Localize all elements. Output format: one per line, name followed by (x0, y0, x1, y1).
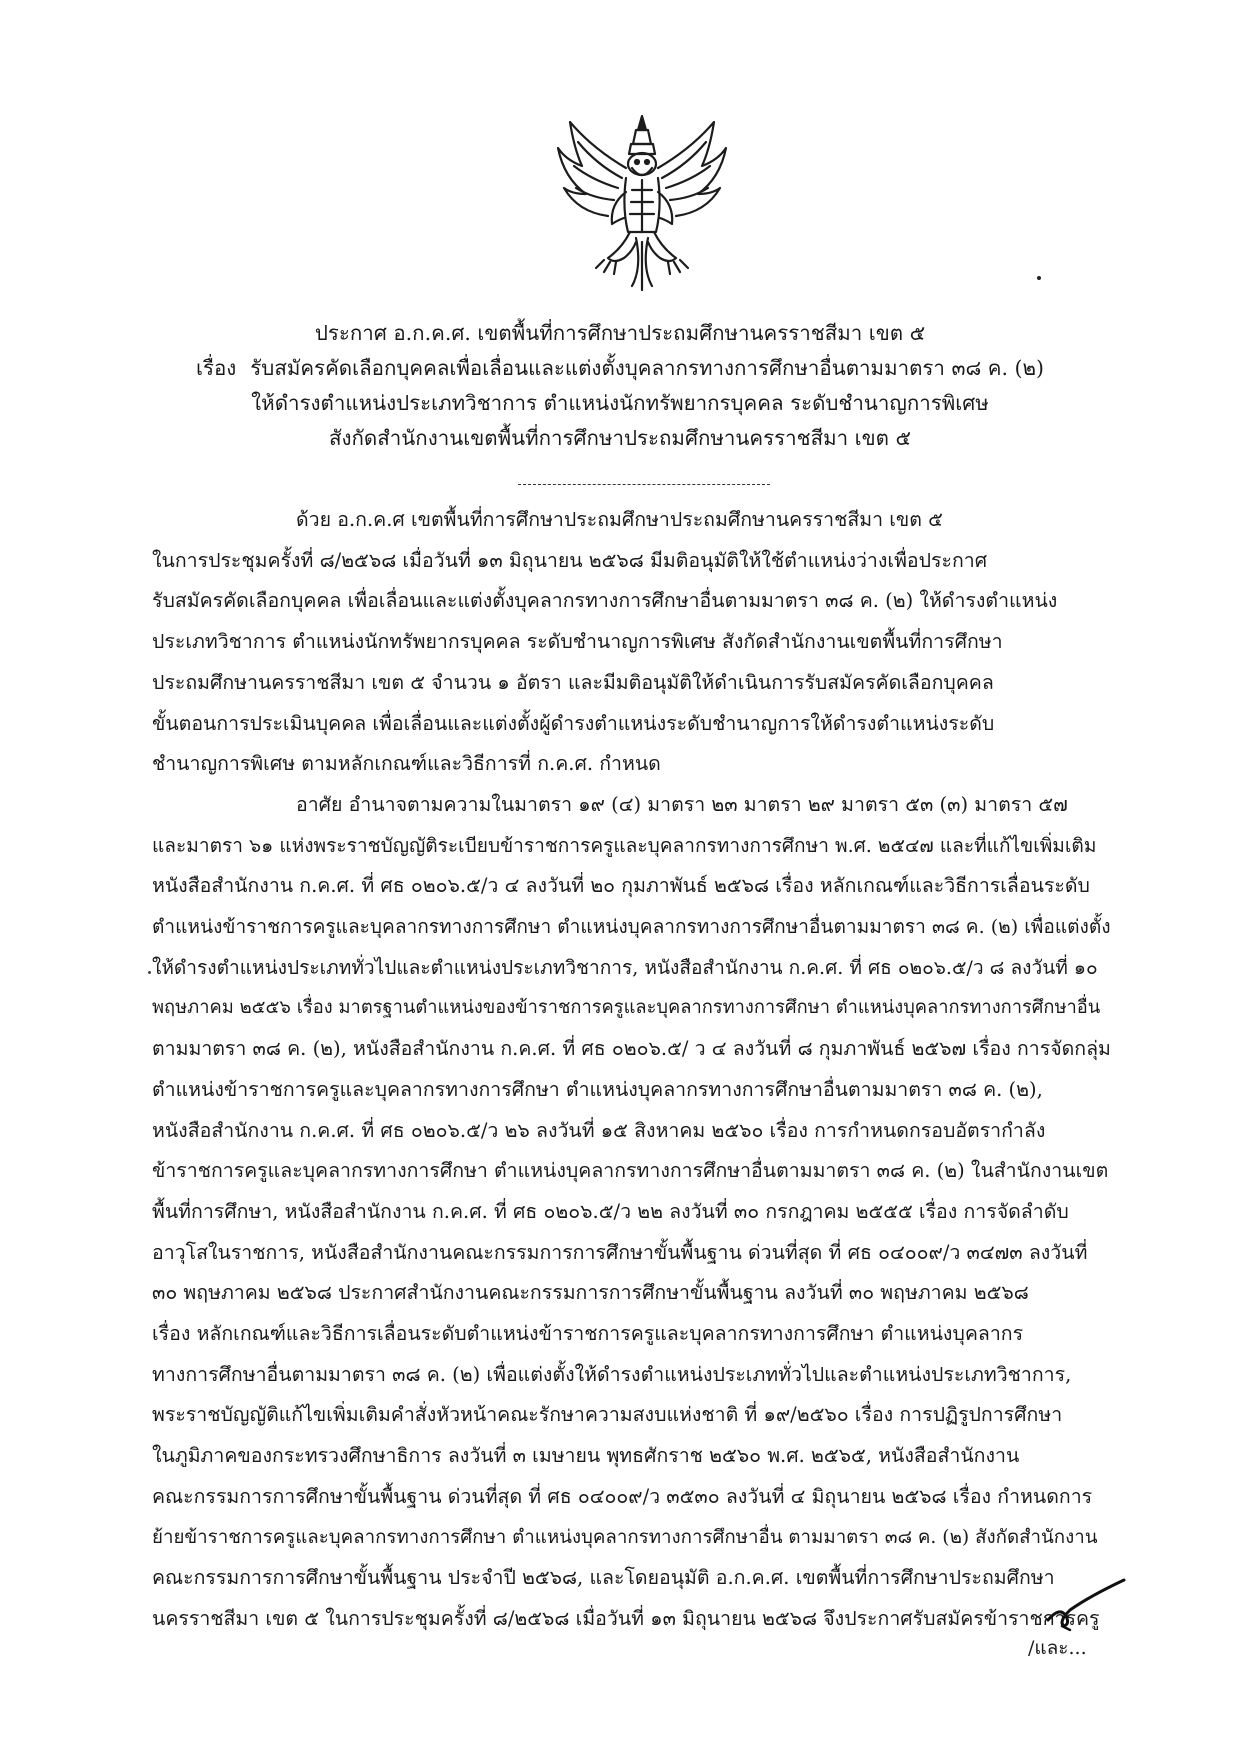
title-line-1: ประกาศ อ.ก.ค.ศ. เขตพื้นที่การศึกษาประถมศึกษานครราชสีมา เขต ๕ (314, 321, 926, 345)
paragraph-line: ตำแหน่งข้าราชการครูและบุคลากรทางการศึกษา ตำแหน่งบุคลากรทางการศึกษาอื่นตามมาตรา ๓๘ ค. (๒) เพื่อแต่งตั้ง (152, 915, 1111, 939)
title-divider (518, 484, 770, 485)
subject-label: เรื่อง (195, 356, 237, 380)
paragraph-line: ชำนาญการพิเศษ ตามหลักเกณฑ์และวิธีการที่ ก.ค.ศ. กำหนด (152, 752, 661, 776)
garuda-emblem-icon (552, 108, 732, 292)
paragraph-line: ขั้นตอนการประเมินบุคคล เพื่อเลื่อนและแต่งตั้งผู้ดำรงตำแหน่งระดับชำนาญการให้ดำรงตำแหน่งระดับ (152, 711, 995, 735)
signature-mark (1040, 1576, 1128, 1632)
paragraph-line: นครราชสีมา เขต ๕ ในการประชุมครั้งที่ ๘/๒๕๖๘ เมื่อวันที่ ๑๓ มิถุนายน ๒๕๖๘ จึงประกาศรับสมัครข้าราชการครู (152, 1606, 1100, 1630)
paragraph-line: ย้ายข้าราชการครูและบุคลากรทางการศึกษา ตำแหน่งบุคลากรทางการศึกษาอื่น ตามมาตรา ๓๘ ค. (๒) สังกัดสำนักงาน (152, 1526, 1098, 1548)
paragraph-line: เรื่อง หลักเกณฑ์และวิธีการเลื่อนระดับตำแหน่งข้าราชการครูและบุคลากรทางการศึกษา ตำแหน่งบุคลากร (152, 1322, 1024, 1346)
paragraph-line: รับสมัครคัดเลือกบุคคล เพื่อเลื่อนและแต่งตั้งบุคลากรทางการศึกษาอื่นตามมาตรา ๓๘ ค. (๒) ให้ดำรงตำแหน่ง (152, 589, 1058, 613)
document-body (152, 500, 1112, 1640)
continuation-marker: /และ... (1028, 1637, 1087, 1659)
paragraph-line: อาศัย อำนาจตามความในมาตรา ๑๙ (๔) มาตรา ๒๓ มาตรา ๒๙ มาตรา ๕๓ (๓) มาตรา ๕๗ (296, 792, 1068, 816)
paragraph-line: ตามมาตรา ๓๘ ค. (๒), หนังสือสำนักงาน ก.ค.ศ. ที่ ศธ ๐๒๐๖.๕/ ว ๔ ลงวันที่ ๘ กุมภาพันธ์ ๒๕๖๗ เรื่อง การจัดกลุ่ม (152, 1037, 1111, 1061)
paragraph-line: ๓๐ พฤษภาคม ๒๕๖๘ ประกาศสำนักงานคณะกรรมการการศึกษาขั้นพื้นฐาน ลงวันที่ ๓๐ พฤษภาคม ๒๕๖๘ (152, 1281, 1029, 1305)
paragraph-line: ทางการศึกษาอื่นตามมาตรา ๓๘ ค. (๒) เพื่อแต่งตั้งให้ดำรงตำแหน่งประเภททั่วไปและตำแหน่งประเภทวิชาการ, (152, 1362, 1072, 1386)
paragraph-line: พระราชบัญญัติแก้ไขเพิ่มเติมคำสั่งหัวหน้าคณะรักษาความสงบแห่งชาติ ที่ ๑๙/๒๕๖๐ เรื่อง การปฏิรูปการศึกษา (152, 1403, 1063, 1427)
title-subject (120, 351, 1120, 386)
paragraph-line: และมาตรา ๖๑ แห่งพระราชบัญญัติระเบียบข้าราชการครูและบุคลากรทางการศึกษา พ.ศ. ๒๕๔๗ และที่แก้ไขเพิ่มเติม (152, 833, 1097, 857)
paragraph-line: ตำแหน่งข้าราชการครูและบุคลากรทางการศึกษา ตำแหน่งบุคลากรทางการศึกษาอื่นตามมาตรา ๓๘ ค. (๒), (152, 1077, 1043, 1101)
paragraph-line: พฤษภาคม ๒๕๕๖ เรื่อง มาตรฐานตำแหน่งของข้าราชการครูและบุคลากรทางการศึกษา ตำแหน่งบุคลากรทางการศึกษาอื่น (152, 997, 1101, 1019)
subject-line-2: ให้ดำรงตำแหน่งประเภทวิชาการ ตำแหน่งนักทรัพยากรบุคคล ระดับชำนาญการพิเศษ (251, 391, 989, 415)
paragraph-2 (152, 785, 1112, 1640)
paragraph-line: ในการประชุมครั้งที่ ๘/๒๕๖๘ เมื่อวันที่ ๑๓ มิถุนายน ๒๕๖๘ มีมติอนุมัติให้ใช้ตำแหน่งว่างเพื่อประกาศ (152, 548, 988, 572)
paragraph-line: ด้วย อ.ก.ค.ศ เขตพื้นที่การศึกษาประถมศึกษาประถมศึกษานครราชสีมา เขต ๕ (296, 508, 943, 531)
paragraph-line: คณะกรรมการการศึกษาขั้นพื้นฐาน ด่วนที่สุด ที่ ศธ ๐๔๐๐๙/ว ๓๕๓๐ ลงวันที่ ๔ มิถุนายน ๒๕๖๘ เรื่อง กำหนดการ (152, 1484, 1093, 1508)
paragraph-line: หนังสือสำนักงาน ก.ค.ศ. ที่ ศธ ๐๒๐๖.๕/ว ๔ ลงวันที่ ๒๐ กุมภาพันธ์ ๒๕๖๘ เรื่อง หลักเกณฑ์และวิธีการเลื่อนระดับ (152, 874, 1090, 898)
document-title (120, 316, 1120, 456)
paragraph-line: พื้นที่การศึกษา, หนังสือสำนักงาน ก.ค.ศ. ที่ ศธ ๐๒๐๖.๕/ว ๒๒ ลงวันที่ ๓๐ กรกฎาคม ๒๕๕๕ เรื่อง การจัดลำดับ (152, 1199, 1069, 1223)
paragraph-1 (152, 500, 1112, 785)
scan-speck (1037, 276, 1041, 280)
paragraph-line: ประเภทวิชาการ ตำแหน่งนักทรัพยากรบุคคล ระดับชำนาญการพิเศษ สังกัดสำนักงานเขตพื้นที่การศึกษา (152, 630, 1003, 654)
paragraph-line: ข้าราชการครูและบุคลากรทางการศึกษา ตำแหน่งบุคลากรทางการศึกษาอื่นตามมาตรา ๓๘ ค. (๒) ในสำนักงานเขต (152, 1159, 1109, 1183)
subject-line-1: รับสมัครคัดเลือกบุคคลเพื่อเลื่อนและแต่งตั้งบุคลากรทางการศึกษาอื่นตามมาตรา ๓๘ ค. (๒) (250, 356, 1045, 380)
paragraph-line: ให้ดำรงตำแหน่งประเภททั่วไปและตำแหน่งประเภทวิชาการ, หนังสือสำนักงาน ก.ค.ศ. ที่ ศธ ๐๒๐๖.๕/ว ๘ ลงวันที่ ๑๐ (152, 955, 1098, 979)
paragraph-line: ประถมศึกษานครราชสีมา เขต ๕ จำนวน ๑ อัตรา และมีมติอนุมัติให้ดำเนินการรับสมัครคัดเลือกบุคคล (152, 670, 994, 694)
subject-line-3: สังกัดสำนักงานเขตพื้นที่การศึกษาประถมศึกษานครราชสีมา เขต ๕ (329, 426, 911, 450)
scan-speck (148, 971, 151, 974)
paragraph-line: หนังสือสำนักงาน ก.ค.ศ. ที่ ศธ ๐๒๐๖.๕/ว ๒๖ ลงวันที่ ๑๕ สิงหาคม ๒๕๖๐ เรื่อง การกำหนดกรอบอัตรากำลัง (152, 1118, 1046, 1142)
paragraph-line: อาวุโสในราชการ, หนังสือสำนักงานคณะกรรมการการศึกษาขั้นพื้นฐาน ด่วนที่สุด ที่ ศธ ๐๔๐๐๙/ว ๓๔๗๓ ลงวันที่ (152, 1240, 1088, 1264)
paragraph-line: คณะกรรมการการศึกษาขั้นพื้นฐาน ประจำปี ๒๕๖๘, และโดยอนุมัติ อ.ก.ค.ศ. เขตพื้นที่การศึกษาประถมศึกษา (152, 1566, 1055, 1590)
paragraph-line: ในภูมิภาคของกระทรวงศึกษาธิการ ลงวันที่ ๓ เมษายน พุทธศักราช ๒๕๖๐ พ.ศ. ๒๕๖๕, หนังสือสำนักงาน (152, 1444, 1020, 1468)
